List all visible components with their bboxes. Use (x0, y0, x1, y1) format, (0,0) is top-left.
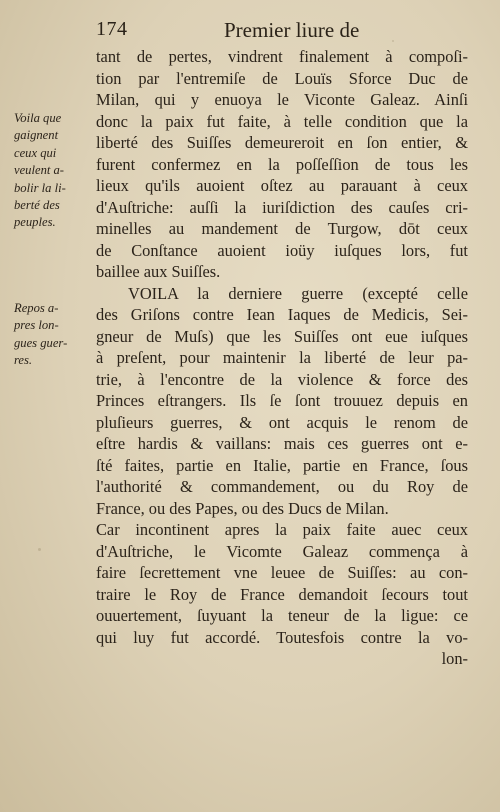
text-line: lieux qu'ils auoient oſtez au parauant à ceux (96, 176, 468, 195)
text-line: trie, à l'encontre de la violence & force des (96, 369, 468, 389)
marginal-note-line: pres lon- (14, 318, 59, 333)
text-line: ſté faites, partie en Italie, partie en France, ſous (96, 455, 468, 475)
text-line: traire le Roy de France demandoit ſecours tout (96, 584, 468, 604)
text-line: d'Auſtriche: auſſi la iuriſdiction des cauſes cri- (96, 197, 468, 217)
page-number: 174 (96, 18, 128, 40)
text-line: ouuertement, ſuyuant la teneur de la ligue: ce (96, 606, 468, 625)
text-line: liberté des Suiſſes demeureroit en ſon entier, & (96, 133, 468, 152)
page-header (96, 18, 480, 44)
text-line: Milan, qui y enuoya le Viconte Galeaz. Ainſi (96, 90, 468, 109)
text-line: gneur de Muſs) que les Suiſſes ont eue iuſques (96, 326, 468, 346)
marginal-note-line: veulent a- (14, 163, 64, 178)
text-line: Princes eſtrangers. Ils ſe ſont trouuez depuis en (96, 391, 468, 410)
running-head: Premier liure de (224, 18, 360, 42)
marginal-note-line: berté des (14, 198, 60, 213)
text-line: l'authorité & commandement, ou du Roy de (96, 477, 468, 496)
marginal-note-line: peuples. (14, 215, 56, 230)
text-line: minelles au mandement de Turgow, dōt ceux (96, 219, 468, 238)
marginal-note-line: ceux qui (14, 145, 57, 160)
marginal-note (14, 110, 96, 232)
text-line: de Conſtance auoient ioüy iuſques lors, fut (96, 240, 468, 260)
text-line: Car incontinent apres la paix faite auec ceux (96, 520, 468, 539)
marginal-note-line: Voila que (14, 111, 62, 125)
text-line: eſtre hardis & vaillans: mais ces guerres ont e- (96, 434, 468, 453)
text-line: furent confermez en la poſſeſſion de tous les (96, 154, 468, 174)
text-line: qui luy fut accordé. Toutesfois contre la vo- (96, 627, 468, 647)
marginal-note-line: bolir la li- (14, 180, 66, 195)
text-line: à preſent, pour maintenir la liberté de leur pa- (96, 348, 468, 367)
text-line: baillee aux Suiſſes. (96, 262, 221, 281)
text-line: pluſieurs guerres, & ont acquis le renom de (96, 412, 468, 432)
text-line: faire ſecrettement vne leuee de Suiſſes: au con- (96, 563, 468, 582)
marginal-note-line: gues guer- (14, 335, 68, 350)
text-line: donc la paix fut faite, à telle condition que la (96, 111, 468, 131)
marginal-note (14, 300, 96, 370)
text-line: France, ou des Papes, ou des Ducs de Milan. (96, 498, 389, 518)
paragraph-opening-line: VOILA la derniere guerre (excepté celle (128, 283, 468, 303)
text-line: d'Auſtriche, le Vicomte Galeaz commença à (96, 541, 468, 561)
body-text (96, 46, 468, 670)
catchword: lon- (441, 649, 468, 668)
ink-speck (38, 548, 41, 551)
marginal-note-line: gaignent (14, 128, 59, 143)
marginal-note-line: Repos a- (14, 301, 59, 315)
text-line: tion par l'entremiſe de Louïs Sforce Duc de (96, 68, 468, 88)
marginal-note-line: res. (14, 353, 33, 368)
text-line: des Griſons contre Iean Iaques de Medicis, Sei- (96, 305, 468, 324)
text-line: tant de pertes, vindrent finalement à compoſi- (96, 47, 468, 66)
